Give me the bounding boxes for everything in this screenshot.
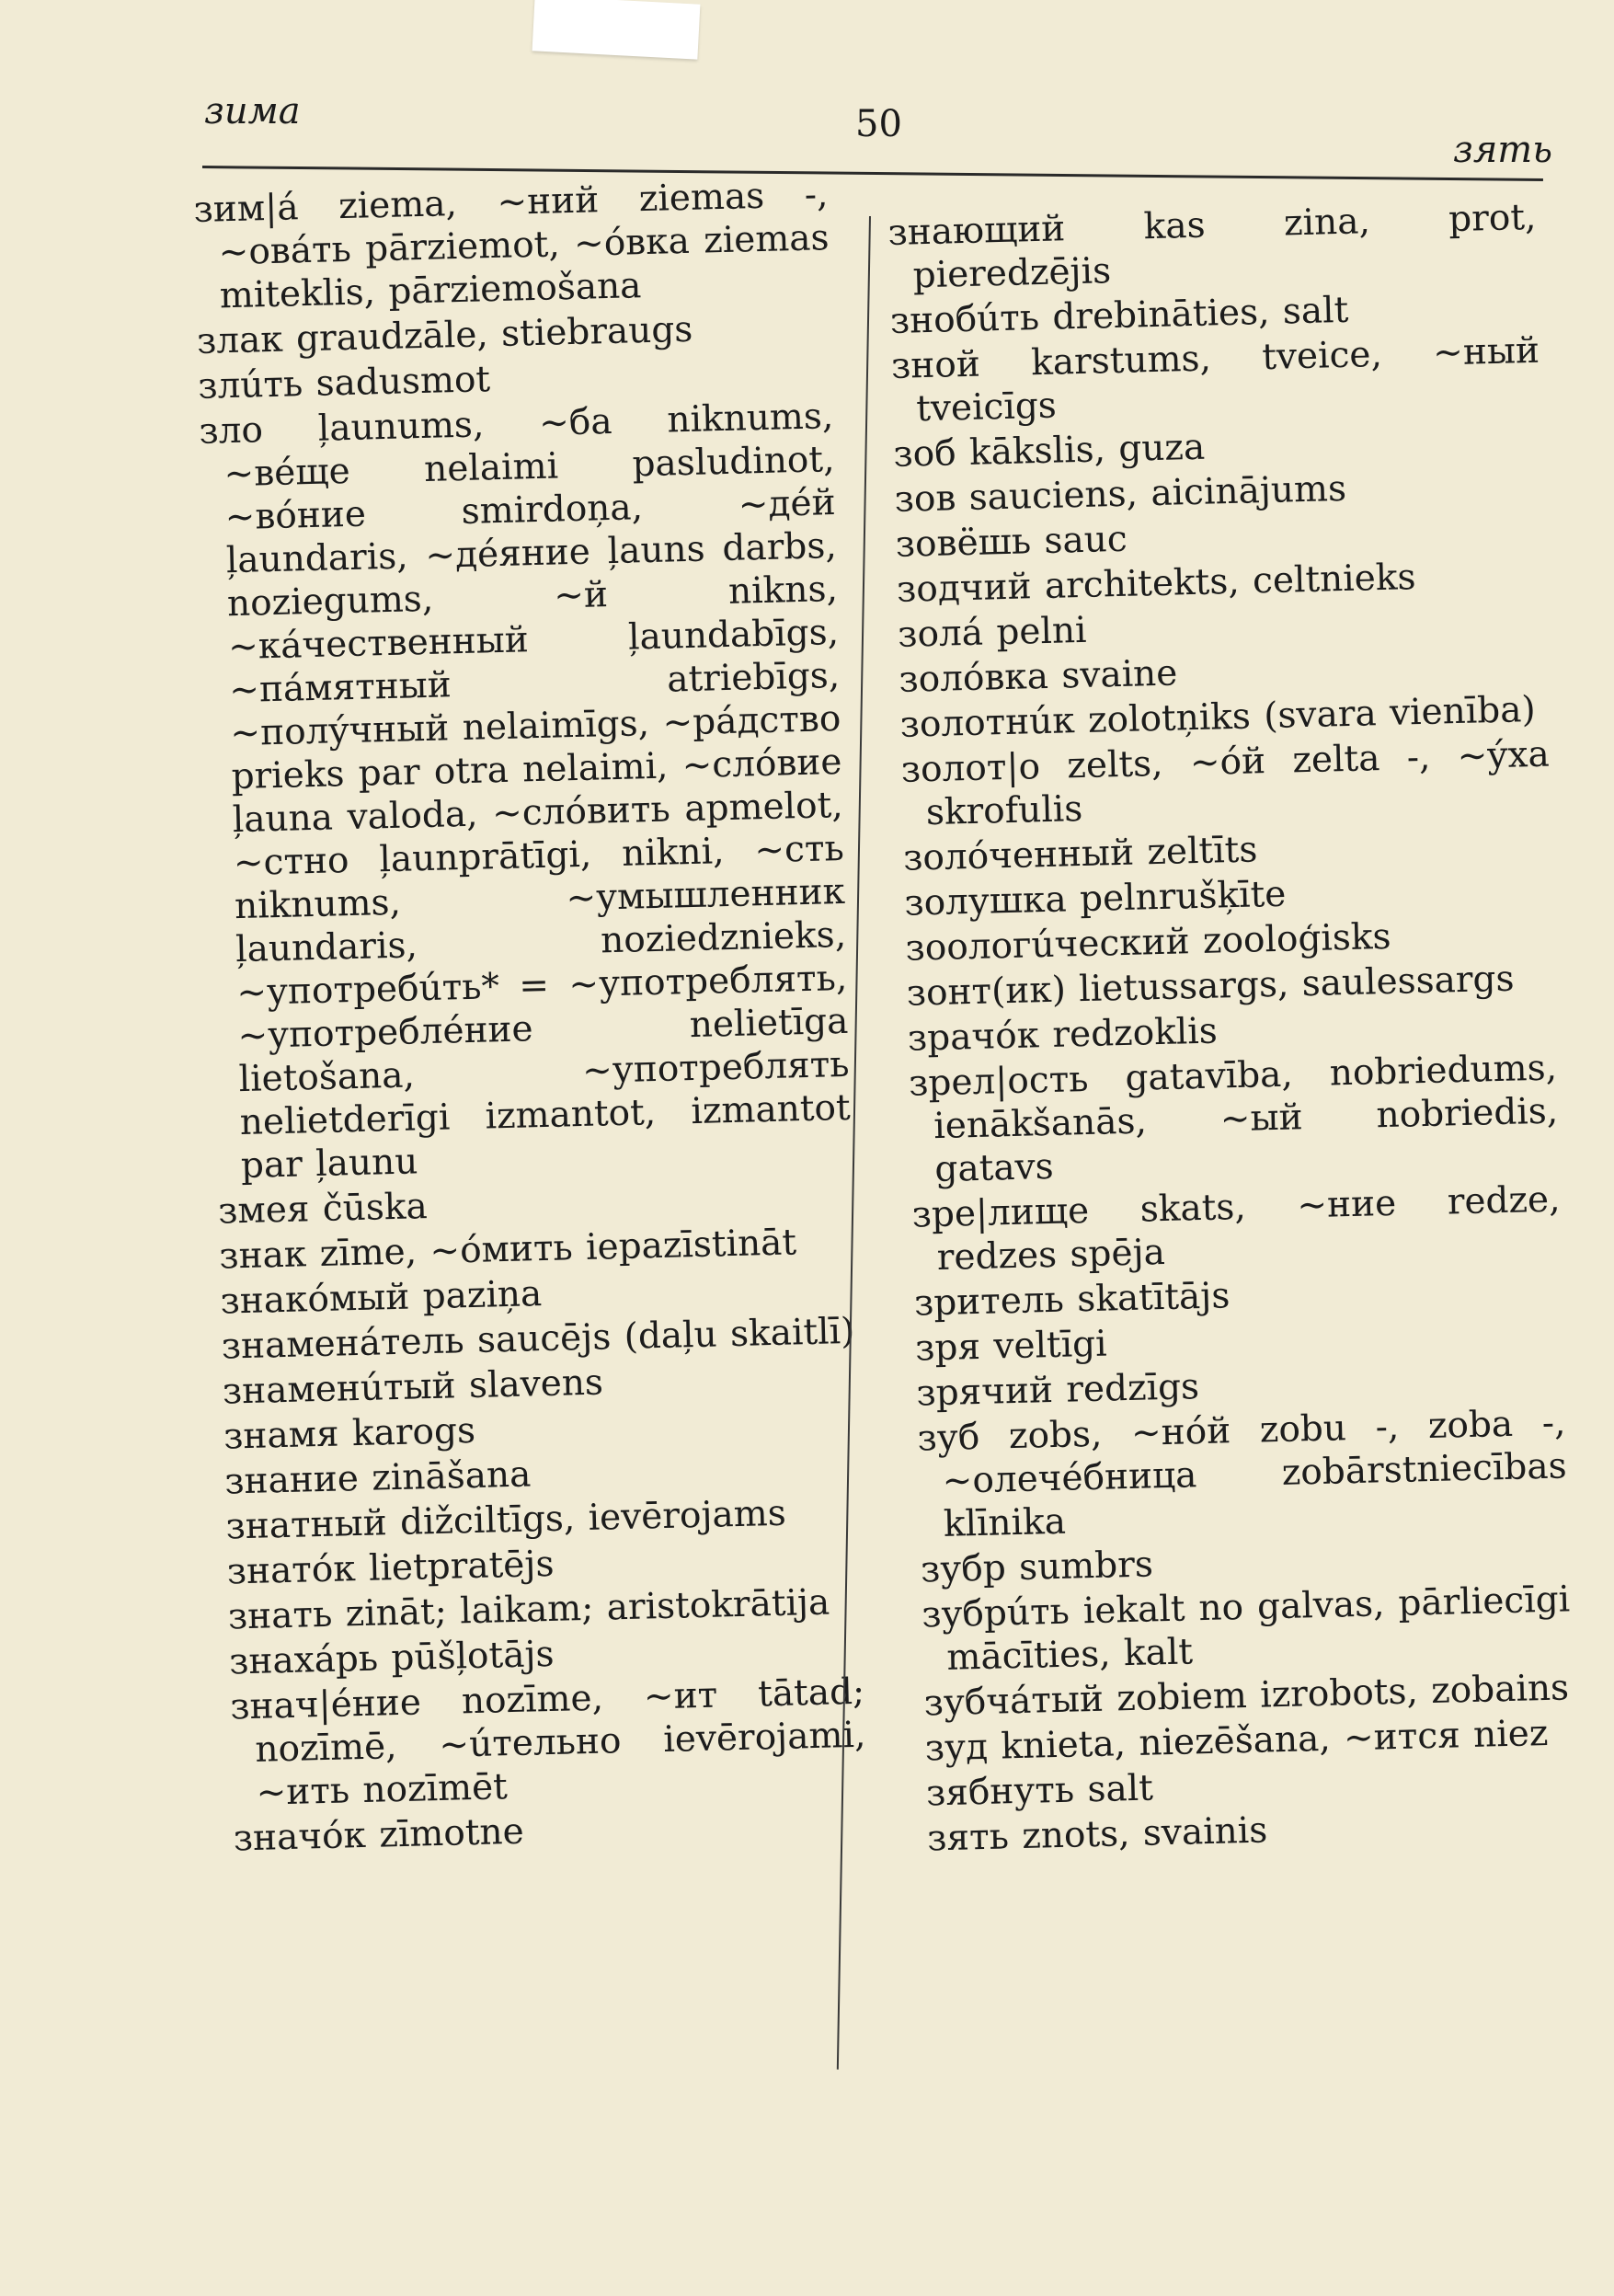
dictionary-entry: злúть sadusmot [197,359,491,408]
dictionary-entry: зной karstums, tveice, ~ный tveicīgs [890,329,1540,430]
dictionary-entry: зуд knieta, niezēšana, ~ится niez [924,1712,1549,1770]
dictionary-entry: зоб kākslis, guza [892,426,1206,476]
left-column [193,173,868,1862]
dictionary-entry: зубр sumbrs [920,1544,1154,1591]
dictionary-entry: зуб zobs, ~нóй zobu -, zoba -, ~олечéбница zobārstniecības klīnika [917,1402,1568,1545]
dictionary-entry: зря veltīgi [914,1323,1108,1370]
dictionary-entry: знать zināt; laikam; aristokrātija [227,1581,830,1638]
dictionary-entry: зодчий architekts, celtnieks [896,557,1416,611]
dictionary-entry: золот|о zelts, ~óй zelta -, ~ýха skrofulis [900,733,1551,834]
dictionary-entry: зов sauciens, aicinājums [894,467,1347,521]
dictionary-entry: знание zināšana [223,1453,532,1503]
dictionary-entry: знаменáтель saucējs (daļu skaitlī) [221,1310,855,1368]
dictionary-entry: зре|лище skats, ~ние redze, redzes spēja [911,1178,1562,1280]
dictionary-entry: знач|éние nozīme, ~ит tātad; nozīmē, ~úтельно ievērojami, ~ить nozīmēt [229,1670,866,1814]
paper-clip-strip [532,0,701,60]
dictionary-entry: знаменúтый slavens [222,1361,604,1413]
dictionary-entry: зубрúть iekalt no galvas, pārliecīgi mācīties, kalt [921,1578,1571,1679]
dictionary-entry: зонт(ик) lietussargs, saulessargs [906,958,1516,1015]
dictionary-entry: зло ļaunums, ~бa niknums, ~вéще nelaimi pasludinot, ~вóние smirdoņa, ~дéй ļaundaris, ~дéяние ļauns darbs, noziegums, ~й nikns, ~кáчественный ļaundabīgs, ~пáмятный atriebīgs, ~полýчный nelaimīgs, ~рáдство prieks par otra nelaimi, ~слóвие ļauna valoda, ~слóвить apmelot, ~стно ļaunprātīgi, nikni, ~сть niknums, ~умышленник ļaundaris, noziedznieks, ~употребúть* = ~употреблять, ~употреблéние nelietīga lietošana, ~употреблять nelietderīgi izmantot, izmantot par ļaunu [198,396,852,1188]
dictionary-entry: зоологúческий zooloģisks [905,915,1392,970]
dictionary-entry: золотнúк zolotņiks (svara vienība) [899,688,1537,746]
dictionary-entry: зрачóк redzoklis [907,1010,1219,1060]
dictionary-entry: зритель skatītājs [913,1275,1231,1325]
dictionary-entry: знахáрь pūšļotājs [228,1633,555,1683]
dictionary-entry: знающий kas zina, prot, pieredzējis [887,196,1537,297]
dictionary-entry: знакóмый paziņa [220,1273,543,1323]
dictionary-entry: знамя karogs [223,1409,476,1458]
dictionary-entry: зовёшь sauc [895,518,1128,566]
dictionary-entry: золá pelni [897,609,1088,656]
dictionary-entry: значóк zīmotne [233,1810,525,1860]
page-number: 50 [855,103,902,145]
dictionary-entry: знатный dižciltīgs, ievērojams [225,1492,787,1548]
dictionary-entry: зрячий redzīgs [915,1366,1200,1415]
right-column [887,196,1576,1863]
running-head-left: зима [204,90,301,132]
dictionary-entry: зрел|ость gatavība, nobriedums, ienākšanās, ~ый nobriedis, gatavs [908,1047,1559,1191]
dictionary-entry: знак zīme, ~óмить iepazīstināt [218,1222,797,1278]
dictionary-entry: зубчáтый zobiem izrobots, zobains [923,1667,1570,1725]
running-head-right: зять [1453,129,1553,171]
dictionary-entry: золóченный zeltīts [902,829,1258,879]
dictionary-entry: золушка pelnrušķīte [903,873,1287,924]
dictionary-entry: зять znots, svainis [926,1809,1268,1860]
dictionary-entry: зябнуть salt [925,1767,1154,1815]
dictionary-entry: знобúть drebināties, salt [889,289,1349,342]
dictionary-entry: злак graudzāle, stiebraugs [196,308,693,362]
dictionary-entry: змея čūska [217,1186,429,1233]
dictionary-entry: золóвка svaine [898,652,1178,701]
header-rule [202,166,1543,181]
dictionary-entry: знатóк lietpratējs [226,1543,555,1593]
dictionary-entry: зим|á ziema, ~ний ziemas -, ~овáть pārziemot, ~óвка ziemas miteklis, pārziemošana [193,174,830,317]
